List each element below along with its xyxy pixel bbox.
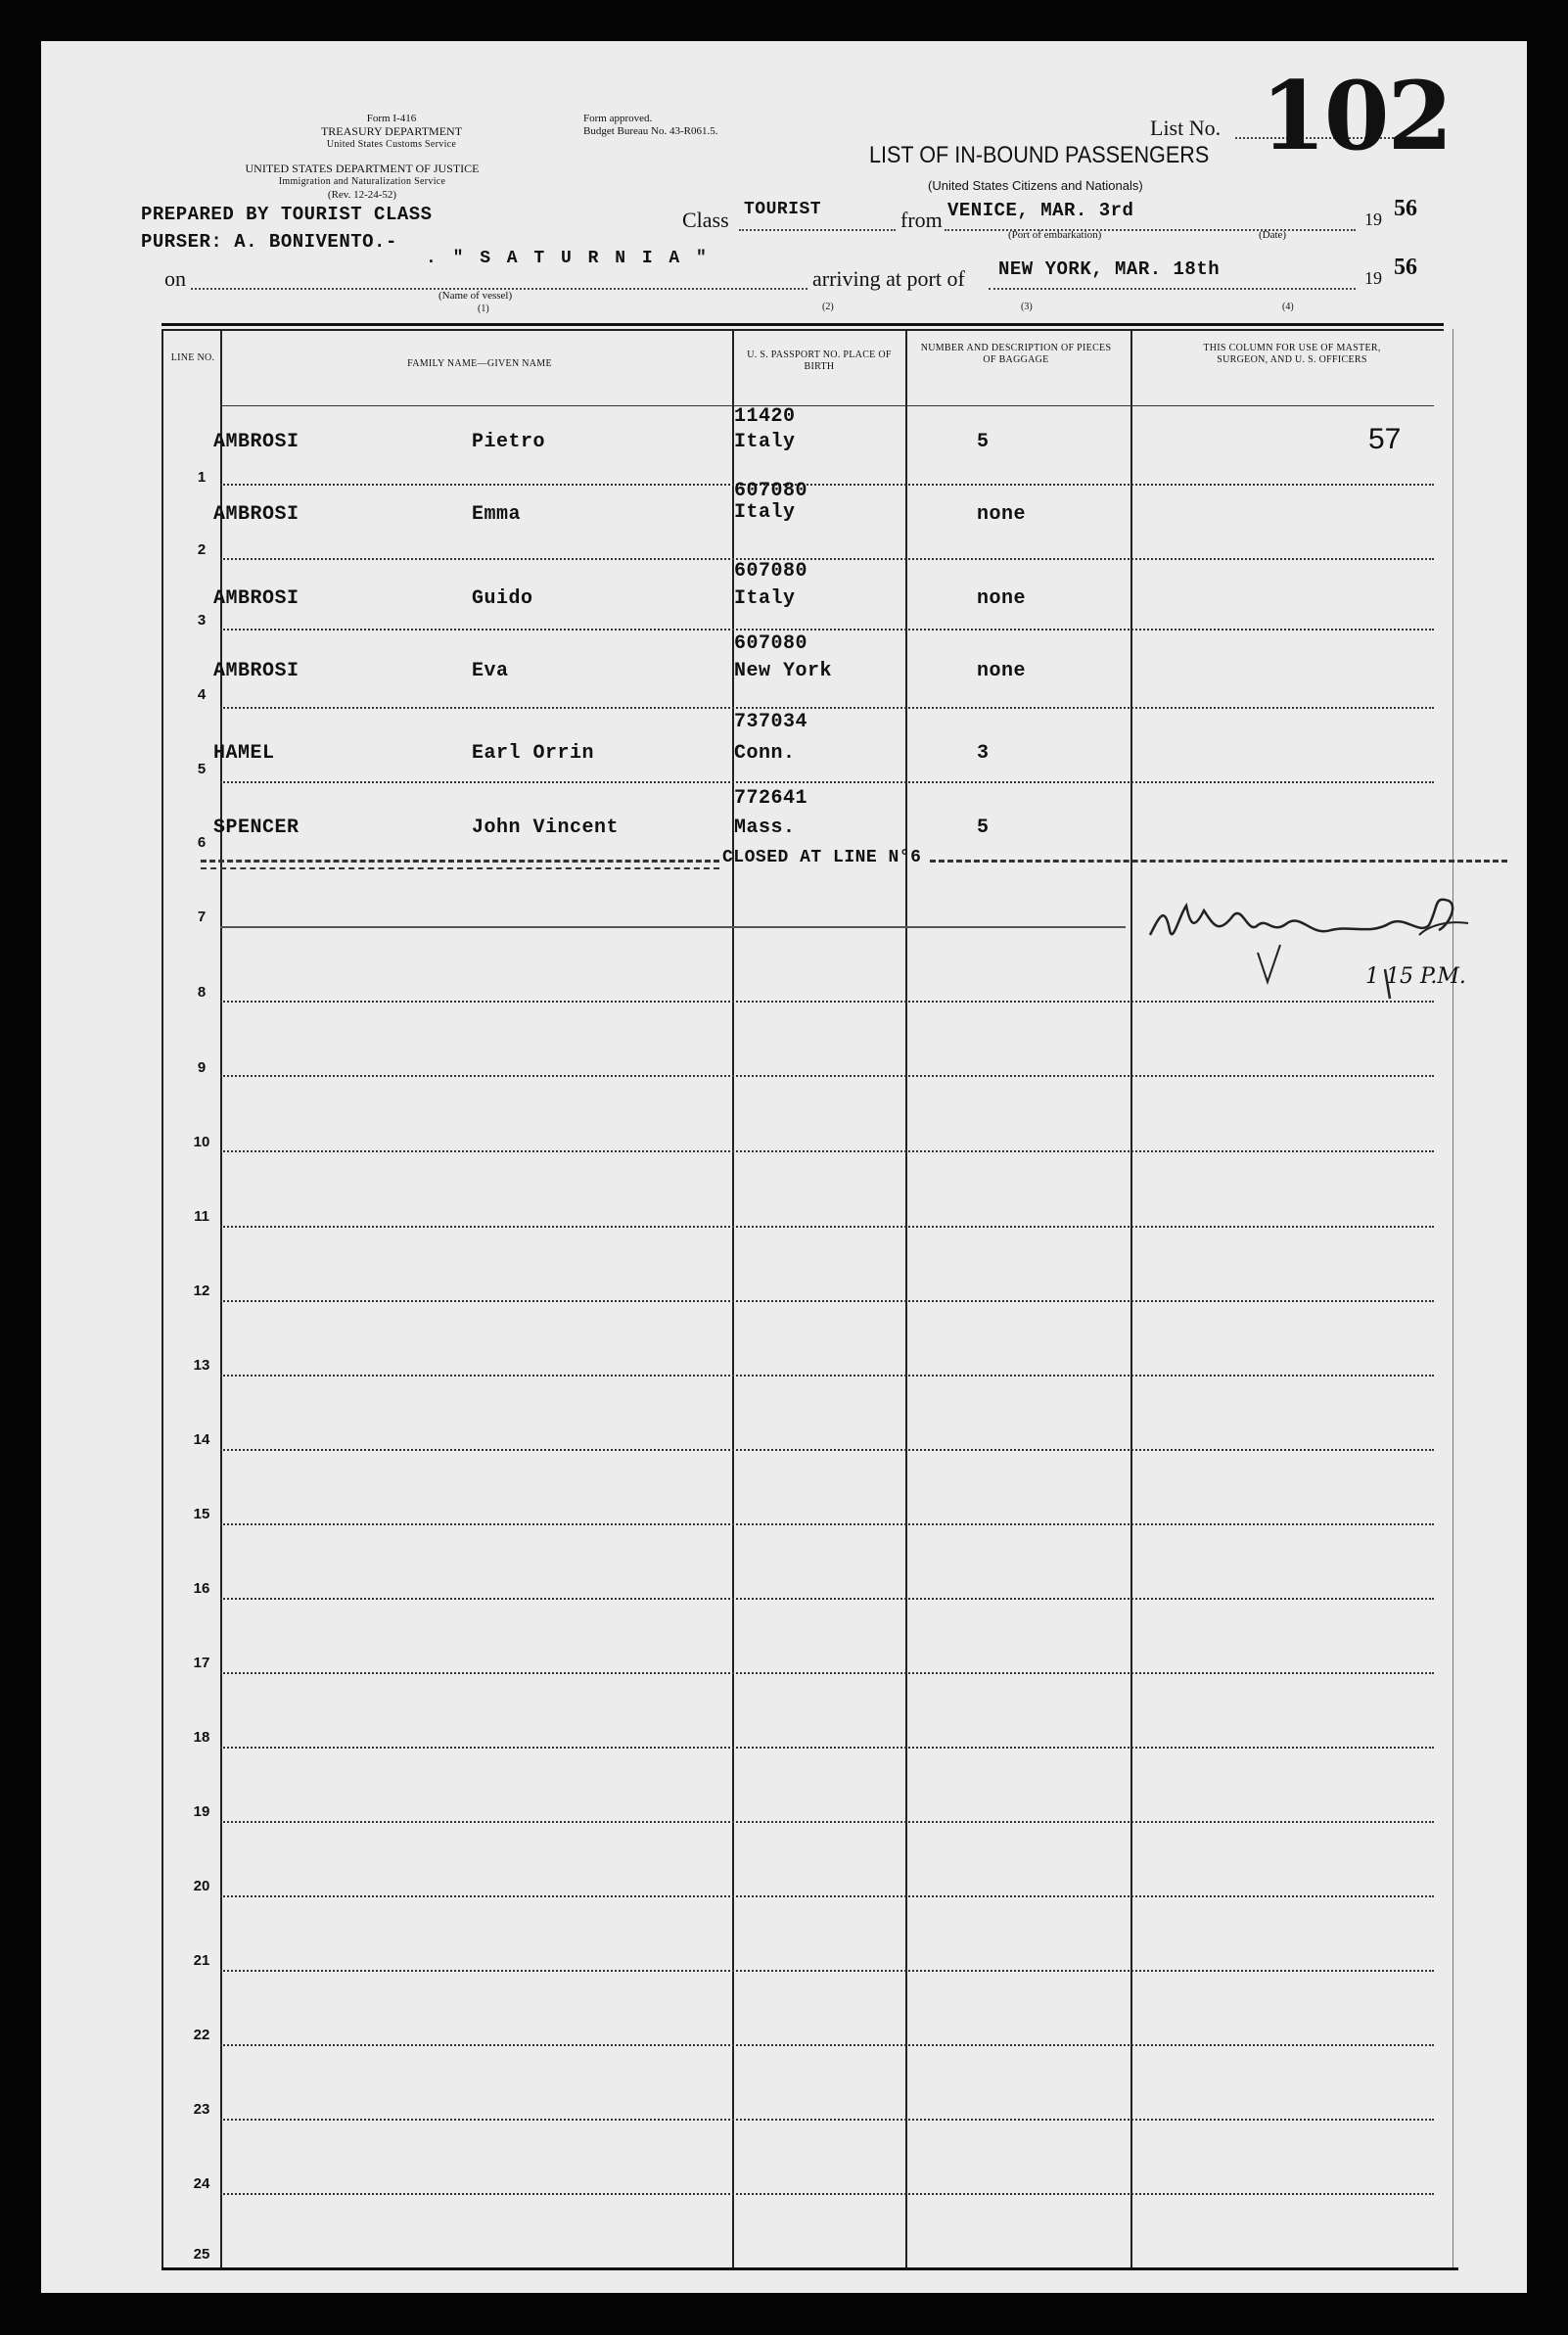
list-no-label: List No.	[1150, 116, 1222, 140]
class-line	[739, 229, 896, 231]
from-value: VENICE, MAR. 3rd	[947, 200, 1134, 221]
caption-2: (2)	[822, 302, 834, 312]
row-line-number: 10	[193, 1134, 210, 1150]
col-name: FAMILY NAME—GIVEN NAME	[407, 358, 552, 369]
row-line-number: 12	[193, 1283, 210, 1299]
birth-place: Italy	[734, 431, 796, 453]
on-label: on	[164, 266, 186, 291]
row-line-number: 4	[197, 686, 207, 703]
row-rule	[220, 926, 1126, 928]
port-embark-caption: (Port of embarkation)	[1008, 229, 1102, 241]
row-line-number: 7	[197, 909, 207, 925]
row-rule	[220, 2193, 1434, 2195]
row-line-number: 21	[193, 1952, 210, 1969]
year2-value: 56	[1394, 255, 1417, 280]
given-name: John Vincent	[472, 817, 620, 839]
col-baggage: NUMBER AND DESCRIPTION OF PIECES OF BAGGAGE	[920, 343, 1112, 365]
row-line-number: 11	[194, 1208, 209, 1225]
row-rule	[220, 781, 1434, 783]
birth-place: Conn.	[734, 742, 796, 765]
vessel-caption: (Name of vessel)	[438, 290, 513, 302]
row-line-number: 20	[193, 1878, 210, 1894]
officer-signature	[1135, 876, 1517, 1013]
row-line-number: 6	[197, 834, 207, 851]
form-number: Form I-416	[366, 113, 417, 124]
baggage: 5	[977, 431, 990, 453]
purser: PURSER: A. BONIVENTO.-	[141, 231, 397, 253]
list-no-value: 102	[1261, 61, 1452, 171]
given-name: Pietro	[472, 431, 546, 453]
passport-number: 772641	[734, 787, 808, 810]
passport-divider	[905, 329, 907, 2267]
row-line-number: 17	[193, 1655, 210, 1671]
row-rule	[220, 1300, 1434, 1302]
passport-number: 737034	[734, 711, 808, 733]
caption-4: (4)	[1282, 302, 1294, 312]
from-label: from	[900, 208, 943, 232]
row-line-number: 22	[193, 2027, 210, 2043]
row-line-number: 3	[197, 612, 207, 629]
year1-value: 56	[1394, 196, 1417, 221]
passport-number: 11420	[734, 405, 796, 428]
row-line-number: 5	[197, 761, 207, 777]
row-rule	[220, 1449, 1434, 1451]
table-top-rule-2	[161, 329, 1444, 331]
prepared-by: PREPARED BY TOURIST CLASS	[141, 204, 433, 225]
customs-label: United States Customs Service	[326, 139, 457, 150]
table-bottom-rule	[161, 2267, 1458, 2270]
baggage: none	[977, 587, 1027, 610]
baggage: none	[977, 660, 1027, 682]
row-rule	[220, 558, 1434, 560]
form-approved: Form approved.	[583, 113, 653, 124]
row-rule	[220, 1001, 1434, 1003]
row-rule	[220, 1970, 1434, 1972]
row-rule	[220, 1895, 1434, 1897]
family-name: AMBROSI	[213, 660, 300, 682]
baggage-divider	[1130, 329, 1132, 2267]
row-line-number: 16	[193, 1580, 210, 1597]
justice-label: UNITED STATES DEPARTMENT OF JUSTICE	[245, 162, 480, 175]
closed-dashes-right	[930, 860, 1507, 863]
row-line-number: 18	[193, 1729, 210, 1746]
date-caption: (Date)	[1259, 229, 1287, 241]
row-rule	[220, 707, 1434, 709]
immigration-label: Immigration and Naturalization Service	[278, 176, 446, 187]
given-name: Eva	[472, 660, 509, 682]
row-rule	[220, 629, 1434, 630]
caption-3: (3)	[1021, 302, 1033, 312]
row-rule	[220, 1598, 1434, 1600]
row-rule	[220, 1226, 1434, 1228]
page-title: LIST OF IN-BOUND PASSENGERS	[869, 142, 1210, 168]
name-divider	[732, 329, 734, 2267]
vessel-name: . " S A T U R N I A "	[426, 249, 710, 268]
treasury-label: TREASURY DEPARTMENT	[320, 124, 463, 138]
baggage: none	[977, 503, 1027, 526]
table-top-rule	[161, 323, 1444, 326]
baggage: 3	[977, 742, 990, 765]
row-line-number: 14	[193, 1431, 210, 1448]
row-line-number: 2	[197, 541, 207, 558]
officer-note: 57	[1368, 423, 1402, 455]
family-name: AMBROSI	[213, 431, 300, 453]
arriving-line	[989, 288, 1356, 290]
row-rule	[220, 1375, 1434, 1377]
form-sheet	[41, 41, 1527, 2293]
year1-prefix: 19	[1364, 210, 1382, 229]
class-label: Class	[682, 208, 729, 232]
time-note: 1 15 P.M.	[1365, 964, 1466, 989]
birth-place: New York	[734, 660, 833, 682]
row-line-number: 19	[193, 1803, 210, 1820]
col-officers: THIS COLUMN FOR USE OF MASTER, SURGEON, AND U. S. OFFICERS	[1203, 343, 1381, 365]
col-line-no: LINE NO.	[170, 352, 215, 363]
row-line-number: 9	[197, 1059, 207, 1076]
passport-number: 607080	[734, 560, 808, 583]
family-name: HAMEL	[213, 742, 275, 765]
row-rule	[220, 1747, 1434, 1749]
year2-prefix: 19	[1364, 268, 1382, 288]
row-line-number: 24	[193, 2175, 210, 2192]
row-rule	[220, 1672, 1434, 1674]
row-rule	[220, 1821, 1434, 1823]
row-line-number: 13	[193, 1357, 210, 1374]
row-rule	[220, 2119, 1434, 2121]
closed-dashes-left	[201, 860, 719, 863]
page-subtitle: (United States Citizens and Nationals)	[928, 178, 1143, 193]
row-rule	[220, 1523, 1434, 1525]
row-rule	[220, 2044, 1434, 2046]
table-left-rule	[161, 329, 163, 2269]
closed-dashes-left-2	[201, 867, 719, 869]
family-name: AMBROSI	[213, 587, 300, 610]
family-name: SPENCER	[213, 817, 300, 839]
passport-number: 607080	[734, 632, 808, 655]
row-line-number: 15	[193, 1506, 210, 1522]
budget-bureau: Budget Bureau No. 43-R061.5.	[583, 125, 718, 137]
row-line-number: 8	[197, 984, 207, 1001]
closed-at-line: CLOSED AT LINE N°6	[722, 848, 922, 867]
col-passport: U. S. PASSPORT NO. PLACE OF BIRTH	[747, 350, 892, 372]
row-rule	[220, 1075, 1434, 1077]
row-line-number: 23	[193, 2101, 210, 2118]
arriving-value: NEW YORK, MAR. 18th	[998, 258, 1221, 280]
baggage: 5	[977, 817, 990, 839]
class-value: TOURIST	[744, 200, 822, 219]
birth-place: Mass.	[734, 817, 796, 839]
from-line	[945, 229, 1356, 231]
row-line-number: 25	[193, 2246, 210, 2263]
given-name: Earl Orrin	[472, 742, 595, 765]
given-name: Guido	[472, 587, 533, 610]
given-name: Emma	[472, 503, 522, 526]
caption-1: (1)	[478, 304, 489, 314]
family-name: AMBROSI	[213, 503, 300, 526]
revision-label: (Rev. 12-24-52)	[327, 189, 397, 201]
header-bottom-rule	[220, 405, 1434, 406]
row-rule	[220, 1150, 1434, 1152]
arriving-label: arriving at port of	[812, 266, 965, 291]
birth-place: Italy	[734, 587, 796, 610]
birth-place: Italy	[734, 501, 796, 524]
row-rule	[220, 484, 1434, 486]
row-line-number: 1	[197, 469, 207, 486]
passport-number: 607080	[734, 480, 808, 502]
